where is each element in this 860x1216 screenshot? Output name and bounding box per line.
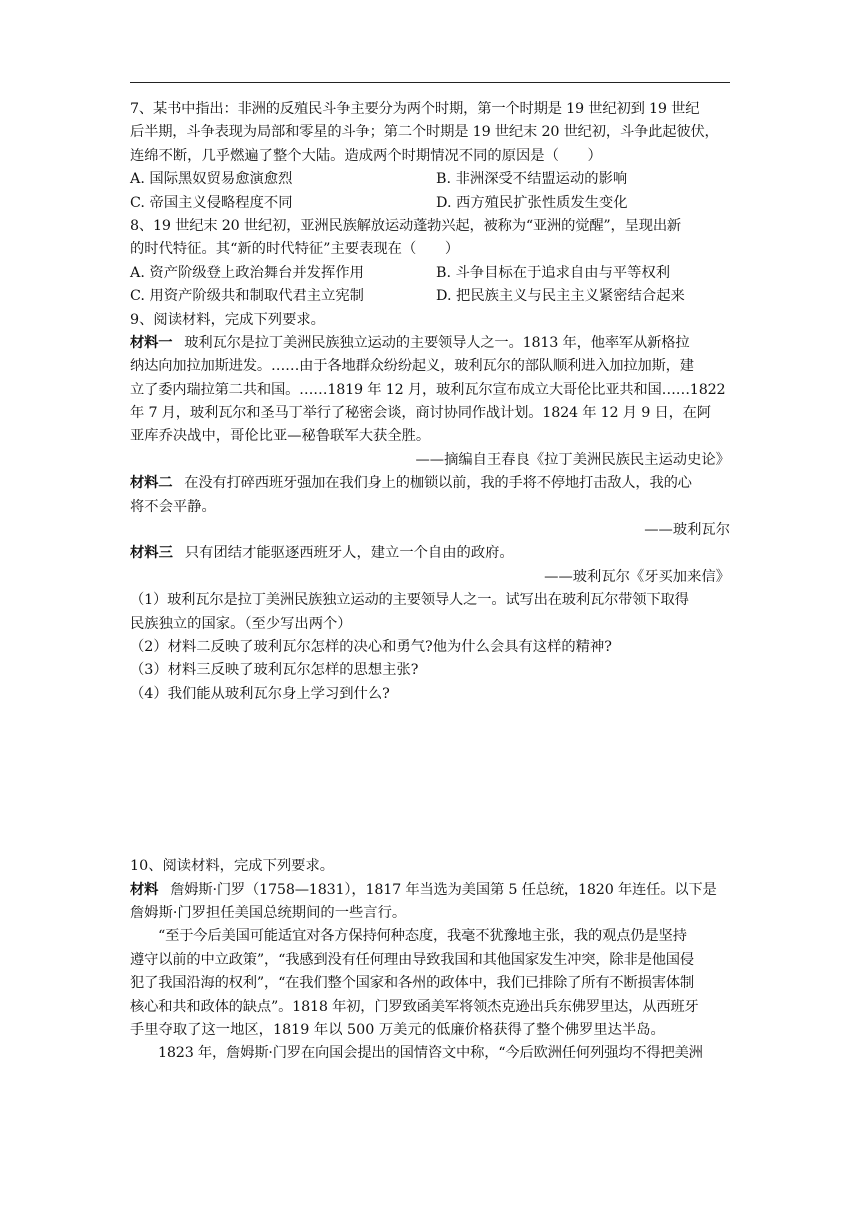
q10-paragraph-1-line-1: “至于今后美国可能适宜对各方保持何种态度，我毫不犹豫地主张，我的观点仍是坚持 [158,928,687,945]
material-1-line-2: 纳达向加拉加斯进发。……由于各地群众纷纷起义，玻利瓦尔的部队顺利进入加拉加斯，建 [130,358,694,375]
material-q10-label: 材料 [130,881,159,898]
question-7-line-1: 7、某书中指出：非洲的反殖民斗争主要分为两个时期，第一个时期是 19 世纪初到 19 世纪 [130,101,700,117]
question-9-title: 9、阅读材料，完成下列要求。 [130,311,325,328]
header-rule [130,82,730,83]
material-1-line-3: 立了委内瑞拉第二共和国。……1819 年 12 月，玻利瓦尔宣布成立大哥伦比亚共和国……1822 [130,381,726,398]
question-9-sub-1-line-2: 民族独立的国家。（至少写出两个） [130,615,352,632]
question-9-sub-4: （4）我们能从玻利瓦尔身上学习到什么? [130,685,390,702]
question-7-option-b[interactable]: B. 非洲深受不结盟运动的影响 [436,171,628,188]
material-1-source: ——摘编自王春良《拉丁美洲民族民主运动史论》 [415,451,730,468]
question-7-option-c[interactable]: C. 帝国主义侵略程度不同 [130,194,293,211]
question-7-line-3: 连绵不断，几乎燃遍了整个大陆。造成两个时期情况不同的原因是（ ） [130,147,602,164]
material-1-label: 材料一 [130,334,173,351]
q10-paragraph-1-line-2: 遵守以前的中立政策”，“我感到没有任何理由导致我国和其他国家发生冲突，除非是他国侵 [130,951,694,968]
q10-paragraph-1-line-5: 手里夺取了这一地区，1819 年以 500 万美元的低廉价格获得了整个佛罗里达半岛。 [130,1021,665,1038]
q10-paragraph-1-line-4: 核心和共和政体的缺点”。1818 年初，门罗致函美军将领杰克逊出兵东佛罗里达，从西班牙 [130,998,699,1015]
question-8-option-d[interactable]: D. 把民族主义与民主主义紧密结合起来 [436,288,685,305]
question-7 [130,98,730,215]
question-7-line-2: 后半期，斗争表现为局部和零星的斗争；第二个时期是 19 世纪末 20 世纪初，斗争此起彼伏， [130,124,719,141]
material-q10-line-2: 詹姆斯·门罗担任美国总统期间的一些言行。 [130,904,407,921]
material-2-line-2: 将不会平静。 [130,498,216,515]
question-8-line-1: 8、19 世纪末 20 世纪初，亚洲民族解放运动蓬勃兴起，被称为“亚洲的觉醒”，呈现出新 [130,217,682,234]
material-q10-text-1: 詹姆斯·门罗（1758—1831），1817 年当选为美国第 5 任总统，1820 年连任。以下是 [170,881,717,898]
question-9-sub-1-line-1: （1）玻利瓦尔是拉丁美洲民族独立运动的主要领导人之一。试写出在玻利瓦尔带领下取得 [130,592,689,609]
material-2-line-1 [130,472,730,495]
material-1-line-5: 亚库乔决战中，哥伦比亚—秘鲁联军大获全胜。 [130,428,431,445]
question-8-option-b[interactable]: B. 斗争目标在于追求自由与平等权利 [436,264,671,281]
material-3-line [130,542,730,565]
question-9-sub-3: （3）材料三反映了玻利瓦尔怎样的思想主张? [130,662,419,679]
document-body [130,98,730,1066]
material-3-label: 材料三 [130,545,173,562]
material-2-source: ——玻利瓦尔 [644,522,730,539]
answer-space[interactable] [130,706,730,855]
material-1-line-4: 年 7 月，玻利瓦尔和圣马丁举行了秘密会谈，商讨协同作战计划。1824 年 12 月 9 日，在阿 [130,405,711,422]
question-7-option-a[interactable]: A. 国际黑奴贸易愈演愈烈 [130,171,293,188]
question-8-line-2: 的时代特征。其“新的时代特征”主要表现在（ ） [130,241,460,258]
q10-paragraph-1-line-3: 犯了我国沿海的权利”，“在我们整个国家和各州的政体中，我们已排除了所有不断损害体制 [130,975,694,992]
question-7-option-d[interactable]: D. 西方殖民扩张性质发生变化 [436,194,628,211]
q10-paragraph-2-line-1: 1823 年，詹姆斯·门罗在向国会提出的国情咨文中称，“今后欧洲任何列强均不得把美洲 [158,1045,703,1062]
question-9 [130,309,730,707]
material-2-label: 材料二 [130,475,173,492]
question-10-title: 10、阅读材料，完成下列要求。 [130,858,335,875]
question-10 [130,855,730,1066]
question-8-options-row-2 [130,285,730,308]
question-8-option-a[interactable]: A. 资产阶级登上政治舞台并发挥作用 [130,264,364,281]
question-7-options-row-1 [130,168,730,191]
material-q10-line-1 [130,879,730,902]
material-3-text: 只有团结才能驱逐西班牙人，建立一个自由的政府。 [184,545,514,562]
material-3-source: ——玻利瓦尔《牙买加来信》 [544,568,730,585]
question-7-options-row-2 [130,192,730,215]
question-9-sub-2: （2）材料二反映了玻利瓦尔怎样的决心和勇气?他为什么会具有这样的精神? [130,638,612,655]
question-8-options-row-1 [130,262,730,285]
question-8 [130,215,730,309]
material-2-text-1: 在没有打碎西班牙强加在我们身上的枷锁以前，我的手将不停地打击敌人，我的心 [184,475,692,492]
material-1-line-1 [130,332,730,355]
question-8-option-c[interactable]: C. 用资产阶级共和制取代君主立宪制 [130,288,364,305]
material-1-text-1: 玻利瓦尔是拉丁美洲民族独立运动的主要领导人之一。1813 年，他率军从新格拉 [184,334,690,351]
